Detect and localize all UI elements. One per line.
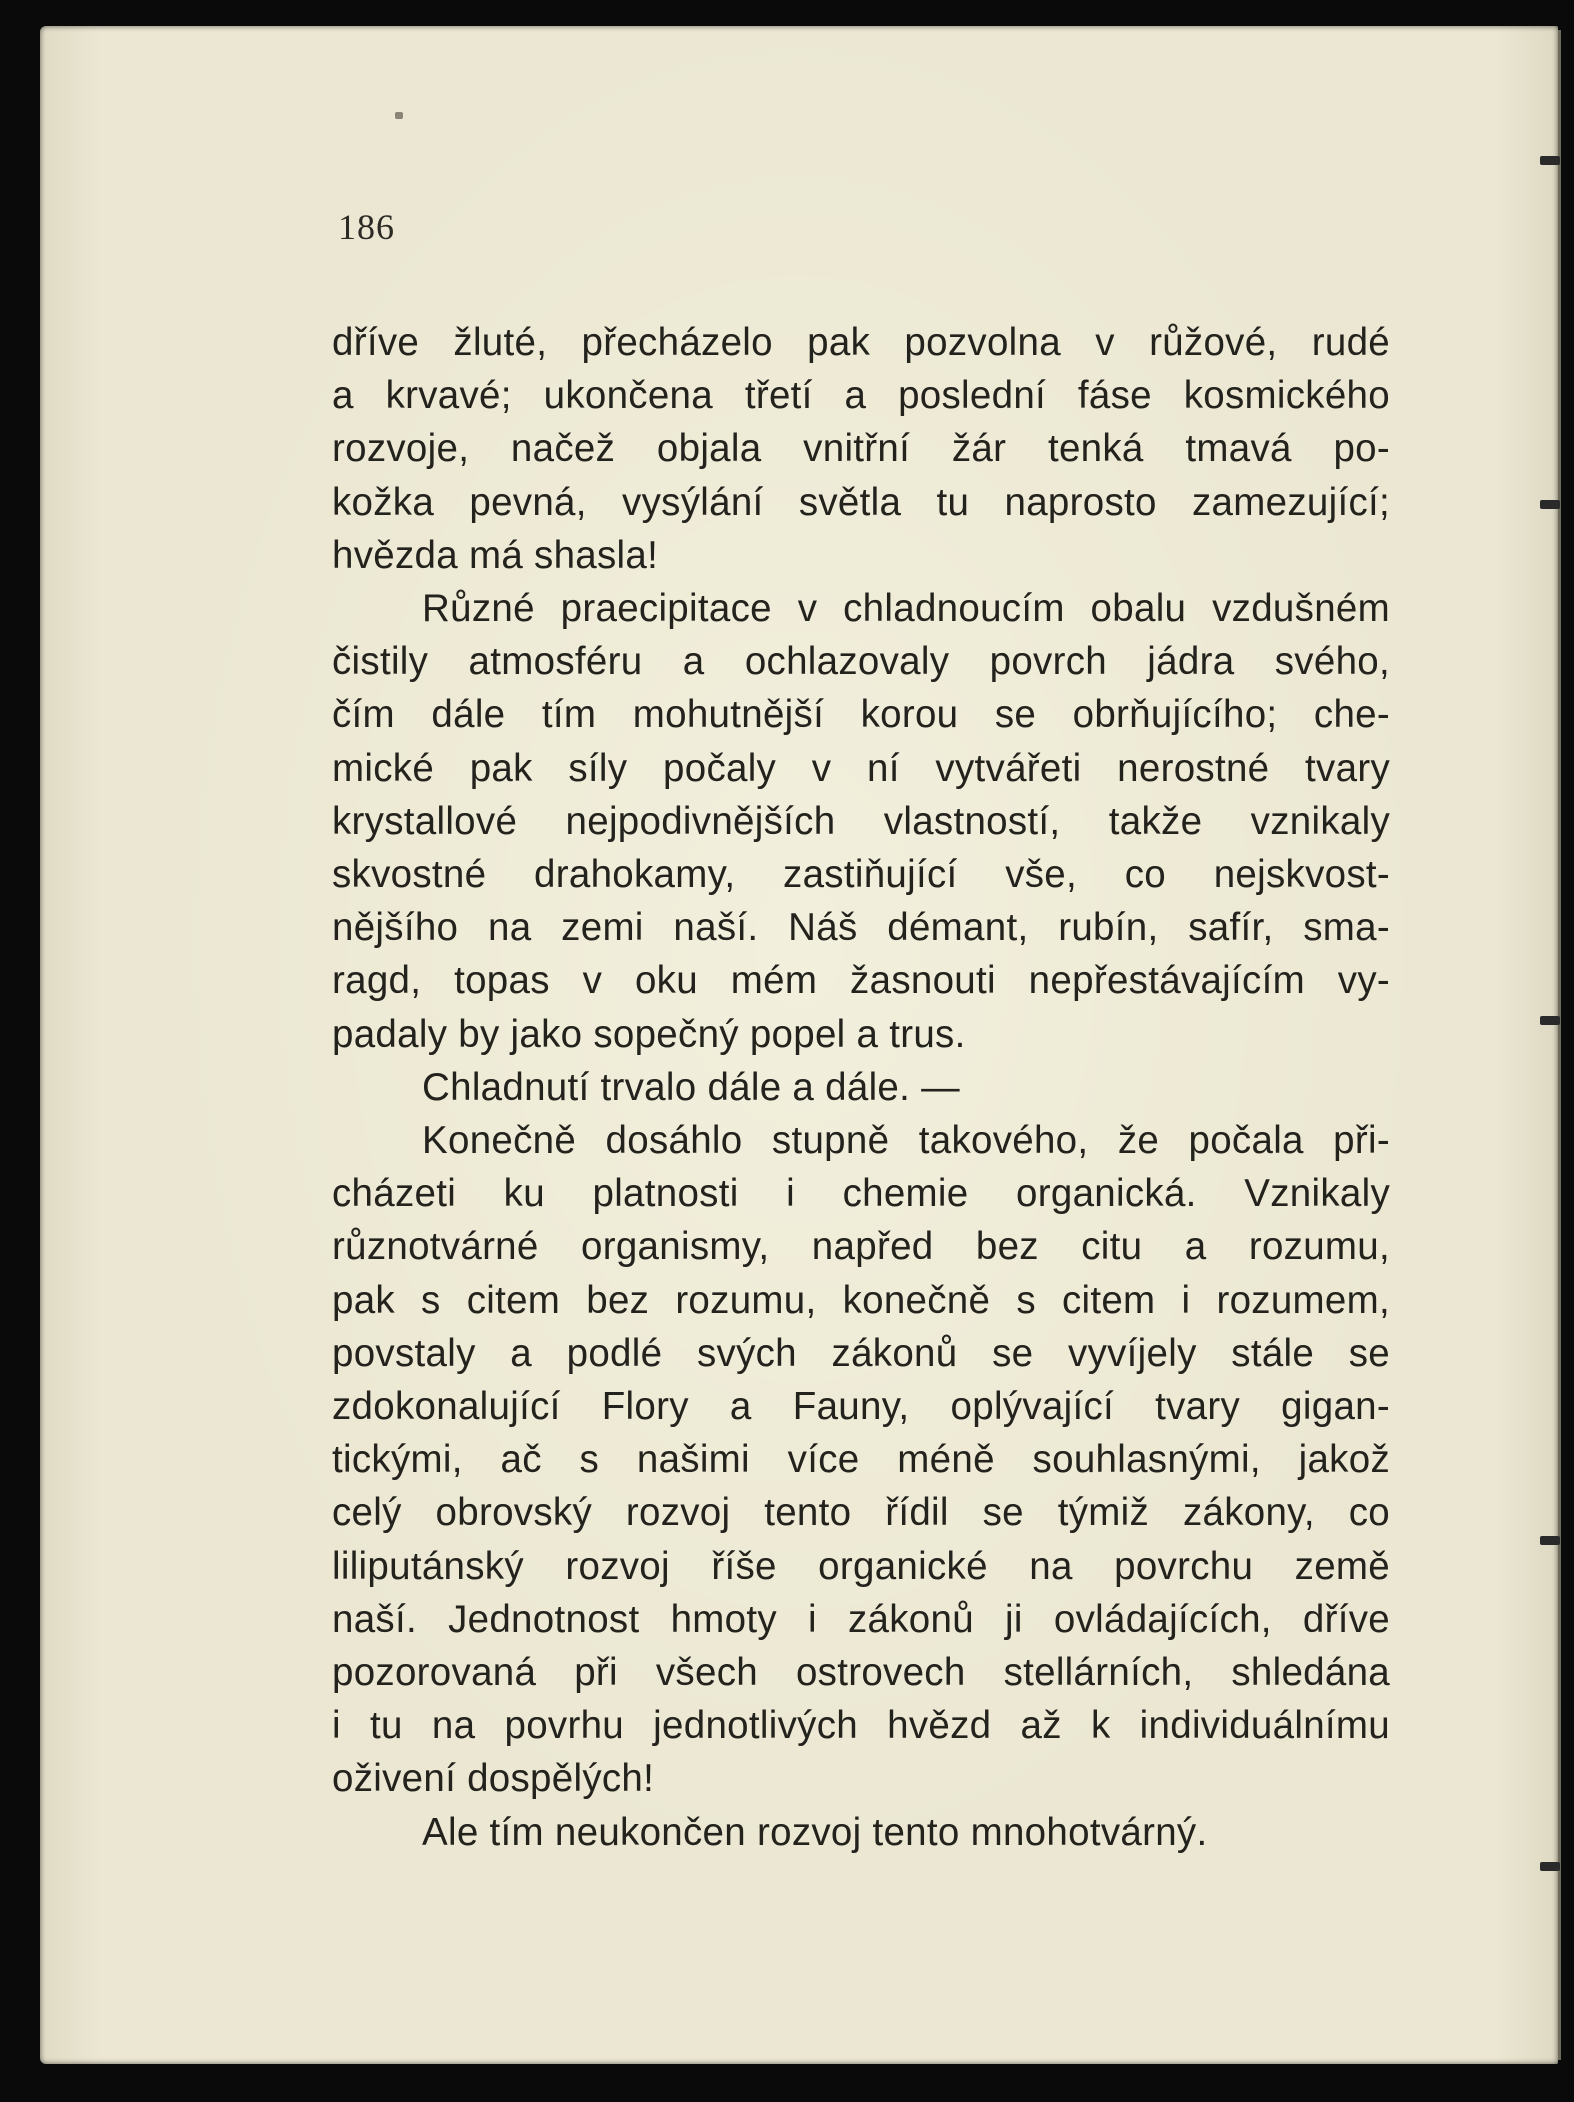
text-line: padaly by jako sopečný popel a trus.	[332, 1012, 966, 1056]
text-line: mické pak síly počaly v ní vytvářeti nerostné tvary	[332, 746, 1390, 790]
page-tab-mark	[1540, 1536, 1560, 1545]
body-text	[332, 316, 1390, 1859]
text-line: oživení dospělých!	[332, 1757, 655, 1801]
text-line: tickými, ač s našimi více méně souhlasnými, jakož	[332, 1438, 1390, 1482]
text-line: povstaly a podlé svých zákonů se vyvíjely stále se	[332, 1331, 1390, 1375]
text-paragraph	[332, 316, 1390, 1859]
print-speck	[395, 112, 403, 119]
text-line: pak s citem bez rozumu, konečně s citem i rozumem,	[332, 1278, 1390, 1322]
text-line: rozvoje, načež objala vnitřní žár tenká tmavá po-	[332, 427, 1390, 471]
text-line: ragd, topas v oku mém žasnouti nepřestávajícím vy-	[332, 959, 1390, 1003]
text-line: zdokonalující Flory a Fauny, oplývající tvary gigan-	[332, 1385, 1390, 1429]
text-line: pozorovaná při všech ostrovech stellárních, shledána	[332, 1651, 1390, 1695]
text-line: kožka pevná, vysýlání světla tu naprosto zamezující;	[332, 480, 1390, 524]
text-line: liliputánský rozvoj říše organické na povrchu země	[332, 1544, 1390, 1588]
text-line: Konečně dosáhlo stupně takového, že počala při-	[422, 1119, 1390, 1163]
text-line: krystallové nejpodivnějších vlastností, takže vznikaly	[332, 799, 1390, 843]
text-line: Ale tím neukončen rozvoj tento mnohotvárný.	[422, 1810, 1208, 1854]
page-number: 186	[338, 207, 395, 247]
text-line: a krvavé; ukončena třetí a poslední fáse kosmického	[332, 374, 1390, 418]
text-line: celý obrovský rozvoj tento řídil se týmiž zákony, co	[332, 1491, 1390, 1535]
text-line: dříve žluté, přecházelo pak pozvolna v růžové, rudé	[332, 321, 1390, 364]
page-tab-mark	[1540, 1016, 1560, 1025]
book-page	[40, 26, 1558, 2064]
text-line: naší. Jednotnost hmoty i zákonů ji ovládajících, dříve	[332, 1597, 1390, 1641]
text-line: Chladnutí trvalo dále a dále. —	[422, 1065, 960, 1109]
text-line: čistily atmosféru a ochlazovaly povrch jádra svého,	[332, 640, 1390, 684]
text-line: čím dále tím mohutnější korou se obrňujícího; che-	[332, 693, 1390, 737]
text-line: i tu na povrhu jednotlivých hvězd až k individuálnímu	[332, 1704, 1390, 1748]
text-line: různotvárné organismy, napřed bez citu a rozumu,	[332, 1225, 1390, 1269]
text-line: Různé praecipitace v chladnoucím obalu vzdušném	[422, 587, 1390, 631]
page-tab-mark	[1540, 1862, 1560, 1871]
text-line: hvězda má shasla!	[332, 533, 659, 577]
text-line: nějšího na zemi naší. Náš démant, rubín, safír, sma-	[332, 906, 1390, 950]
text-line: cházeti ku platnosti i chemie organická. Vznikaly	[332, 1172, 1390, 1216]
text-line: skvostné drahokamy, zastiňující vše, co nejskvost-	[332, 853, 1390, 897]
page-edge	[1558, 30, 1561, 2060]
page-tab-mark	[1540, 156, 1560, 165]
page-tab-mark	[1540, 500, 1560, 509]
